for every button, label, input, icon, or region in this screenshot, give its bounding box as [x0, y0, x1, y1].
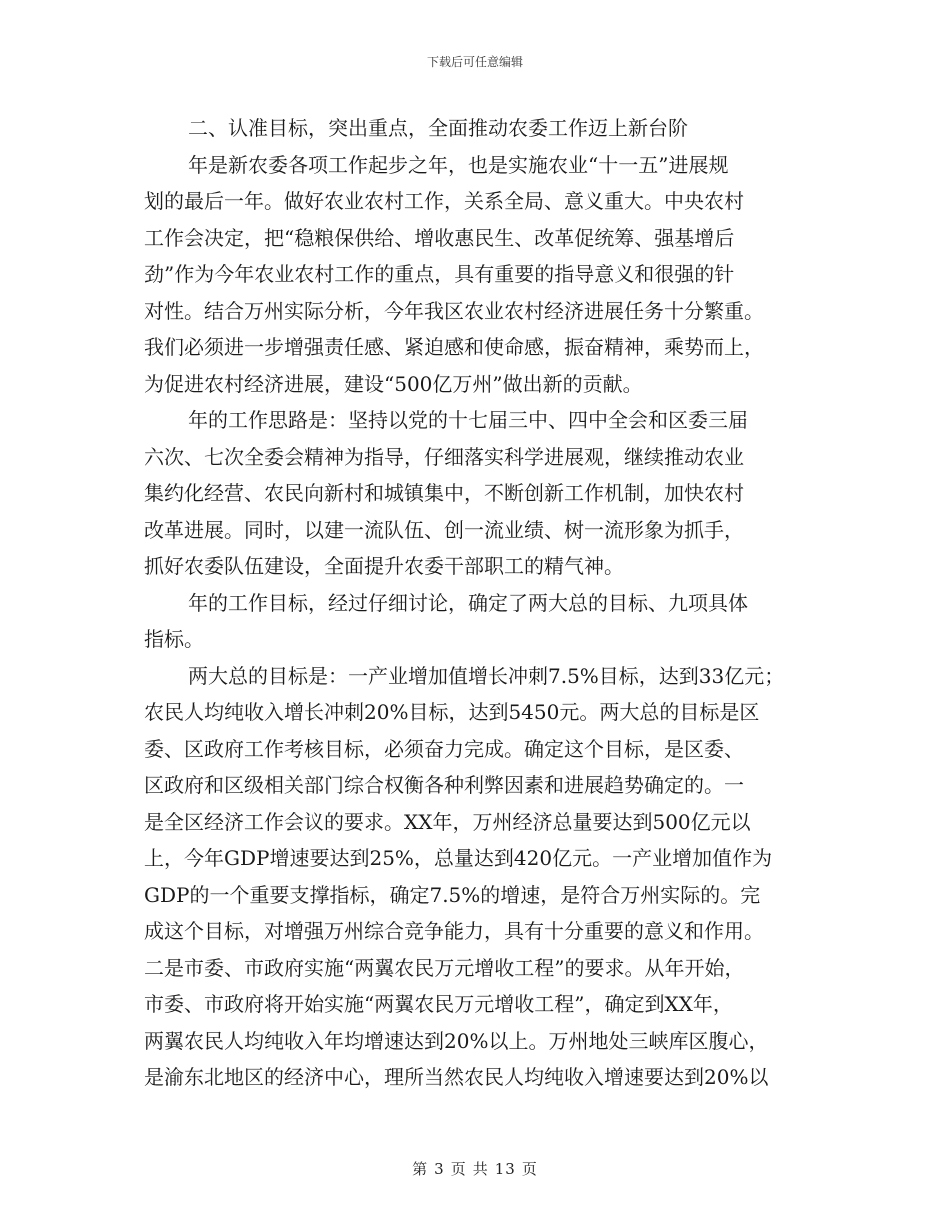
paragraph-line: 农民人均纯收入增长冲刺20%目标，达到5450元。两大总的目标是区	[144, 700, 760, 724]
paragraph-line: 两翼农民人均纯收入年均增速达到20%以上。万州地处三峡库区腹心，	[144, 1028, 769, 1053]
paragraph-line: 成这个目标，对增强万州综合竞争能力，具有十分重要的意义和作用。	[144, 919, 764, 943]
page-word: 页	[450, 1160, 467, 1178]
paragraph-line: 区政府和区级相关部门综合权衡各种利弊因素和进展趋势确定的。一	[144, 773, 744, 797]
paragraph-line: 年的工作目标，经过仔细讨论，确定了两大总的目标、九项具体	[188, 590, 748, 615]
total-word: 页	[521, 1160, 538, 1178]
paragraph-line: 为促进农村经济进展，建设“500亿万州”做出新的贡献。	[144, 371, 643, 396]
paragraph-line: 六次、七次全委会精神为指导，仔细落实科学进展观，继续推动农业	[144, 444, 744, 469]
page-label: 第	[412, 1160, 429, 1178]
paragraph-line: GDP的一个重要支撑指标，确定7.5%的增速，是符合万州实际的。完	[144, 882, 761, 907]
paragraph-line: 对性。结合万州实际分析，今年我区农业农村经济进展任务十分繁重。	[144, 298, 764, 323]
paragraph-line: 市委、市政府将开始实施“两翼农民万元增收工程”，确定到XX年，	[144, 992, 733, 1016]
paragraph-line: 抓好农委队伍建设，全面提升农委干部职工的精气神。	[144, 554, 624, 578]
paragraph-line: 是全区经济工作会议的要求。XX年，万州经济总量要达到500亿元以	[144, 809, 751, 834]
paragraph-line: 上，今年GDP增速要达到25%，总量达到420亿元。一产业增加值作为	[144, 846, 773, 870]
paragraph-line: 两大总的目标是：一产业增加值增长冲刺7.5%目标，达到33亿元；	[188, 663, 785, 688]
page-current: 3	[434, 1160, 445, 1178]
paragraph-line: 劲”作为今年农业农村工作的重点，具有重要的指导意义和很强的针	[144, 262, 735, 286]
paragraph-line: 工作会决定，把“稳粮保供给、增收惠民生、改革促统筹、强基增后	[144, 225, 735, 250]
paragraph-line: 委、区政府工作考核目标，必须奋力完成。确定这个目标，是区委、	[144, 736, 744, 761]
paragraph-line: 我们必须进一步增强责任感、紧迫感和使命感，振奋精神，乘势而上，	[144, 335, 764, 359]
section-heading: 二、认准目标，突出重点，全面推动农委工作迈上新台阶	[188, 116, 688, 140]
paragraph-line: 是渝东北地区的经济中心，理所当然农民人均纯收入增速要达到20%以	[144, 1065, 769, 1089]
paragraph-line: 集约化经营、农民向新村和城镇集中，不断创新工作机制，加快农村	[144, 481, 744, 505]
total-label: 共	[472, 1160, 489, 1178]
page-header: 下载后可任意编辑	[426, 55, 523, 69]
paragraph-line: 二是市委、市政府实施“两翼农民万元增收工程”的要求。从年开始，	[144, 955, 745, 980]
paragraph-line: 改革进展。同时，以建一流队伍、创一流业绩、树一流形象为抓手，	[144, 517, 744, 542]
page-total: 13	[494, 1160, 516, 1178]
paragraph-line: 年的工作思路是：坚持以党的十七届三中、四中全会和区委三届	[188, 408, 748, 432]
document-body	[144, 110, 824, 1096]
paragraph-line: 年是新农委各项工作起步之年，也是实施农业“十一五”进展规	[188, 152, 729, 177]
paragraph-line: 划的最后一年。做好农业农村工作，关系全局、意义重大。中央农村	[144, 189, 744, 213]
page-footer	[0, 1158, 950, 1179]
paragraph-line: 指标。	[144, 627, 204, 651]
